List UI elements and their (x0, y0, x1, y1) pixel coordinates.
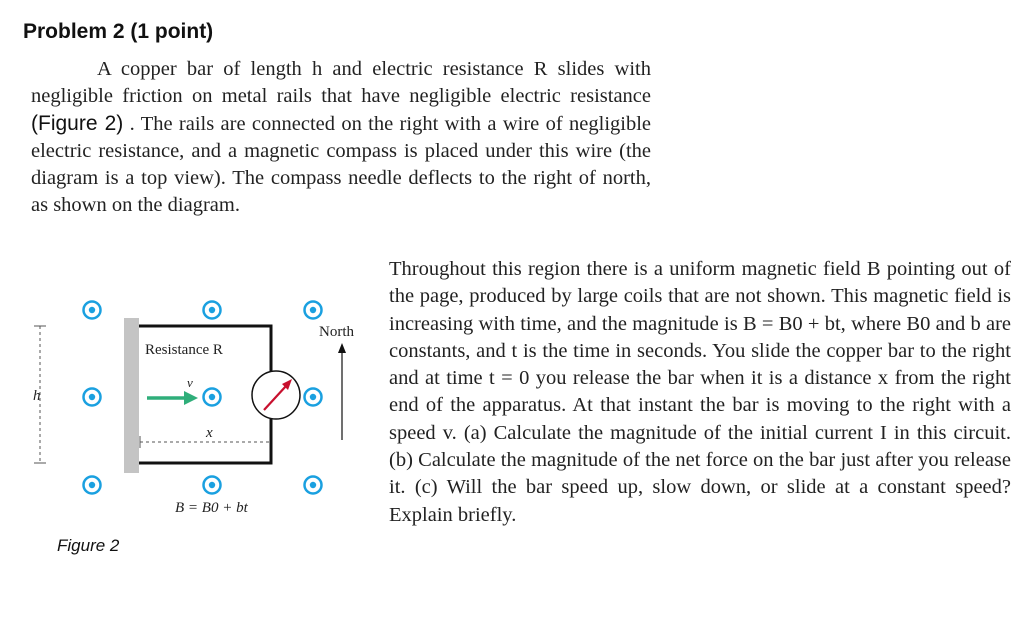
north-arrow-icon (338, 343, 346, 440)
field-out-icon (305, 389, 322, 406)
field-out-icon (305, 477, 322, 494)
field-out-icon (204, 389, 221, 406)
copper-bar (124, 318, 139, 473)
figure-link[interactable]: (Figure 2) (31, 112, 124, 135)
compass-icon (252, 371, 300, 419)
label-north: North (319, 324, 354, 340)
field-out-icon (204, 477, 221, 494)
intro-text-before: A copper bar of length h and electric resistance R slides with negligible friction on metal rails that have negligible electric resistance (31, 58, 651, 107)
x-dimension (140, 425, 270, 448)
label-v: v (187, 375, 193, 390)
figure-caption: Figure 2 (57, 536, 120, 555)
field-out-icon (84, 477, 101, 494)
field-out-icon (84, 389, 101, 406)
figure-diagram (20, 285, 390, 525)
problem-intro (31, 56, 651, 219)
field-out-icon (84, 302, 101, 319)
problem-description: Throughout this region there is a uniform magnetic field B pointing out of the page, produced by large coils that are not shown. This magnetic field is increasing with time, and the magnitude is B = B0 + bt, where B0 and b are constants, and t is the time in seconds. You slide the copper bar to the right and at time t = 0 you release the bar when it is a distance x from the right end of the apparatus. At that instant the bar is moving to the right with a speed v. (a) Calculate the magnitude of the initial current I in this circuit. (b) Calculate the magnitude of the net force on the bar just after you release it. (c) Will the bar speed up, slow down, or slide at a constant speed? Explain briefly. (389, 258, 1011, 526)
intro-text-after: . The rails are connected on the right with a wire of negligible electric resistance, and a magnetic compass is placed under this wire (the diagram is a top view). The compass needle deflects to the right of north, as shown on the diagram. (31, 113, 652, 216)
field-out-icon (305, 302, 322, 319)
label-x: x (206, 425, 213, 441)
problem-title: Problem 2 (1 point) (23, 20, 214, 43)
h-dimension (33, 326, 46, 463)
label-field: B = B0 + bt (175, 500, 248, 516)
label-resistance: Resistance R (145, 342, 223, 358)
field-out-icon (204, 302, 221, 319)
label-h: h (33, 388, 41, 404)
velocity-arrow-icon (147, 391, 198, 405)
